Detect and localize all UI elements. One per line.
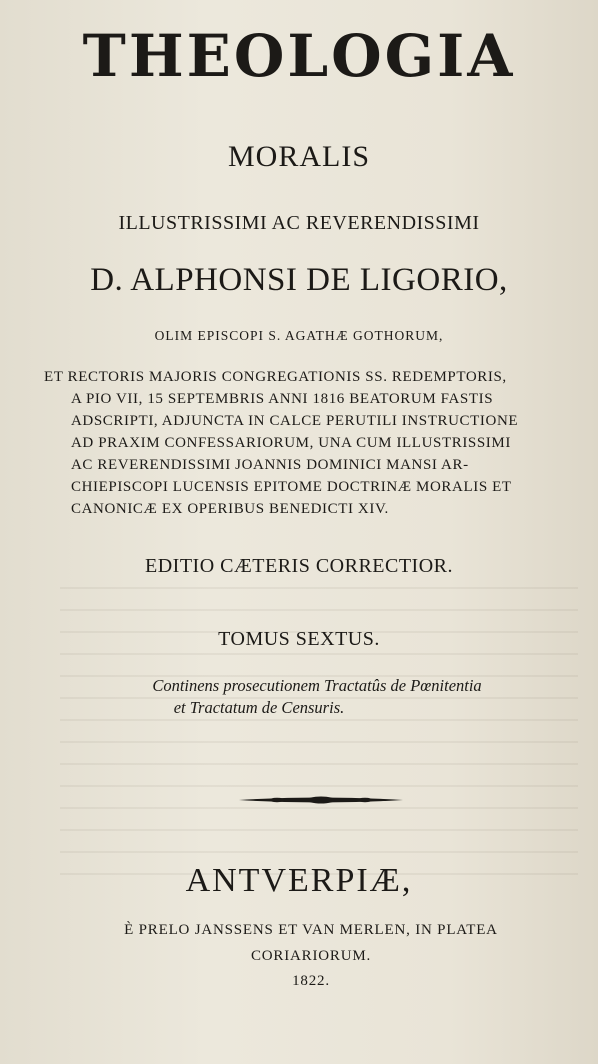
- author-name: D. ALPHONSI DE LIGORIO,: [90, 262, 508, 298]
- dedication-line: ILLUSTRISSIMI AC REVERENDISSIMI: [118, 212, 480, 234]
- description-line: ADSCRIPTI, ADJUNCTA IN CALCE PERUTILI INSTRUCTIONE: [71, 413, 519, 429]
- description-line: ET RECTORIS MAJORIS CONGREGATIONIS SS. REDEMPTORIS,: [44, 369, 507, 385]
- description-block: [44, 366, 584, 520]
- ornamental-rule: [237, 795, 405, 805]
- author-office: OLIM EPISCOPI S. AGATHÆ GOTHORUM,: [154, 328, 444, 343]
- contents-line: Continens prosecutionem Tractatûs de Pœnitentia: [152, 676, 482, 695]
- description-line: AC REVERENDISSIMI JOANNIS DOMINICI MANSI AR-: [71, 457, 469, 473]
- description-line: A PIO VII, 15 SEPTEMBRIS ANNI 1816 BEATORUM FASTIS: [71, 391, 494, 407]
- description-line: AD PRAXIM CONFESSARIORUM, UNA CUM ILLUSTRISSIMI: [71, 435, 511, 451]
- edition-line: EDITIO CÆTERIS CORRECTIOR.: [145, 555, 453, 577]
- volume-line: TOMUS SEXTUS.: [218, 628, 380, 650]
- imprint-year: 1822.: [292, 973, 330, 989]
- printer-line: CORIARIORUM.: [250, 948, 372, 964]
- contents-line: et Tractatum de Censuris.: [173, 698, 345, 717]
- book-title: THEOLOGIA: [82, 22, 516, 90]
- description-line: CHIEPISCOPI LUCENSIS EPITOME DOCTRINÆ MORALIS ET: [71, 479, 512, 495]
- description-line: CANONICÆ EX OPERIBUS BENEDICTI XIV.: [71, 501, 389, 517]
- book-subtitle: MORALIS: [227, 140, 370, 173]
- printer-line: È PRELO JANSSENS ET VAN MERLEN, IN PLATEA: [124, 922, 498, 938]
- imprint-place: ANTVERPIÆ,: [185, 862, 413, 899]
- bleed-through-texture: [60, 575, 578, 875]
